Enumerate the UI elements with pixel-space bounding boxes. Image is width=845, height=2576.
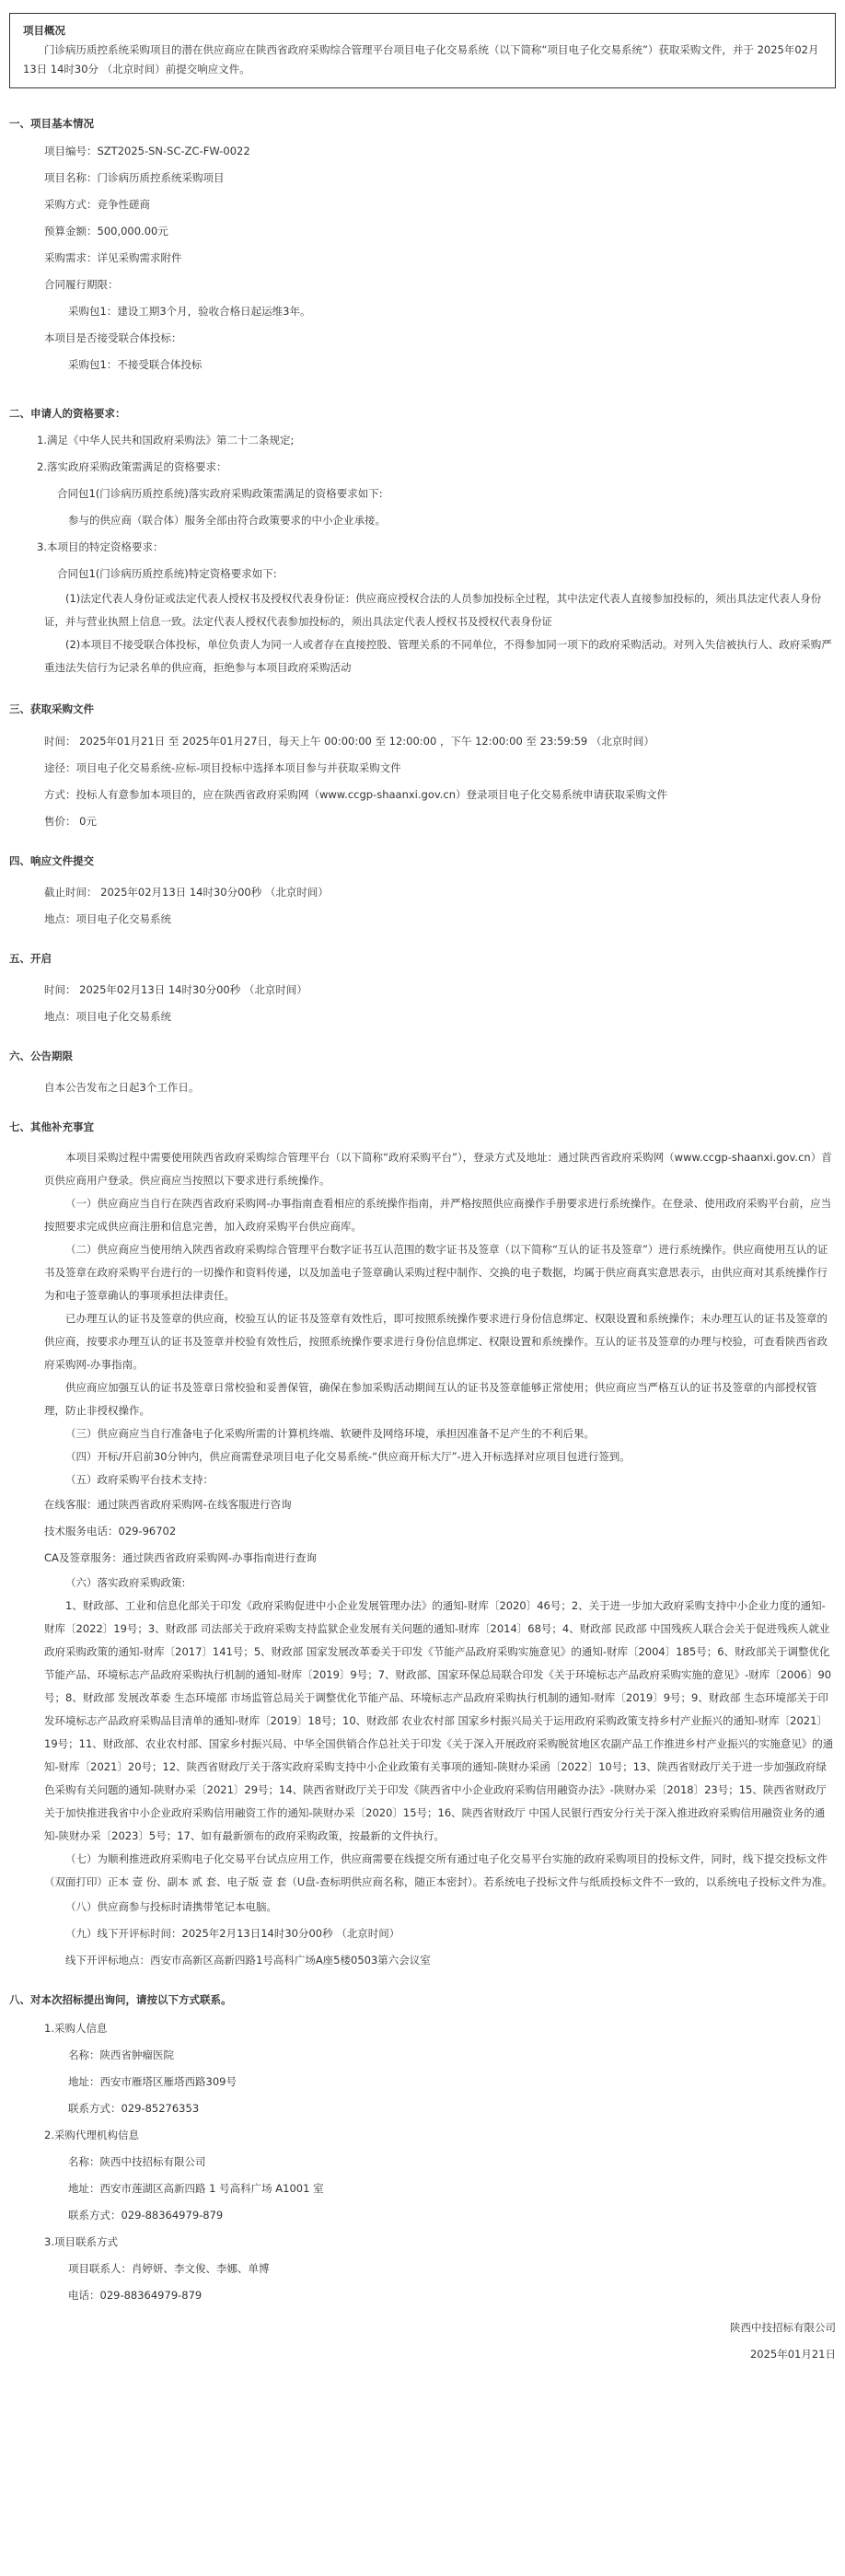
signature-org: 陕西中技招标有限公司	[730, 2321, 836, 2334]
agency-phone: 联系方式：029-88364979-879	[68, 2209, 224, 2222]
section-title: 二、申请人的资格要求：	[9, 407, 126, 420]
section-title: 四、响应文件提交	[9, 854, 94, 867]
section-title: 三、获取采购文件	[9, 702, 94, 715]
buyer-phone: 联系方式：029-85276353	[68, 2102, 200, 2115]
buyer-name: 名称：陕西省肿瘤医院	[68, 2048, 174, 2061]
support-online: 在线客服：通过陕西省政府采购网-在线客服进行咨询	[44, 1498, 292, 1511]
section-title: 六、公告期限	[9, 1050, 73, 1062]
signature-date: 2025年01月21日	[749, 2348, 836, 2361]
package-consortium: 采购包1：不接受联合体投标	[68, 358, 203, 371]
support-ca: CA及签章服务：通过陕西省政府采购网-办事指南进行查询	[44, 1551, 318, 1564]
contact-heading: 3.项目联系方式	[44, 2235, 118, 2248]
supplementary-paragraph: （四）开标/开启前30分钟内，供应商需登录项目电子化交易系统-“供应商开标大厅”-进入开标选择对应项目包进行签到。	[65, 1450, 631, 1463]
qualification-paragraph: (1)法定代表人身份证或法定代表人授权书及授权代表身份证：供应商应授权合法的人员参加投标全过程，其中法定代表人直接参加投标的，须出具法定代表人身份证，并与营业执照上信息一致。法定代表人授权代表参加投标的，须出具法定代表人授权书及授权代表身份证	[44, 592, 822, 628]
qualification-item: 合同包1(门诊病历质控系统)特定资格要求如下:	[57, 567, 277, 580]
project-name: 项目名称：门诊病历质控系统采购项目	[44, 171, 225, 184]
qualification-item: 1.满足《中华人民共和国政府采购法》第二十二条规定;	[37, 434, 295, 447]
section-contacts	[9, 1987, 836, 2309]
section-supplementary	[9, 1114, 836, 1974]
section-notice-period	[9, 1043, 836, 1101]
supplementary-paragraph: （六）落实政府采购政策:	[65, 1576, 186, 1589]
supplementary-paragraph: （八）供应商参与投标时请携带笔记本电脑。	[65, 1900, 277, 1913]
policy-list-paragraph: 1、财政部、工业和信息化部关于印发《政府采购促进中小企业发展管理办法》的通知-财库〔2020〕46号；2、关于进一步加大政府采购支持中小企业力度的通知-财库〔2022〕19号；3、财政部 司法部关于政府采购支持监狱企业发展有关问题的通知-财库〔2014〕68号；4、财政部 民政部 中国残疾人联合会关于促进残疾人就业政府采购政策的通知-财库〔2017〕141号；5、财政部 国家发展改革委关于印发《节能产品政府采购实施意见》的通知-财库〔2004〕185号；6、财政部关于调整优化节能产品、环境标志产品政府采购执行机制的通知-财库〔2019〕9号；7、财政部、国家环保总局联合印发《关于环境标志产品政府采购实施的意见》-财库〔2006〕90号；8、财政部 发展改革委 生态环境部 市场监管总局关于调整优化节能产品、环境标志产品政府采购执行机制的通知-财库〔2019〕9号；9、财政部 生态环境部关于印发环境标志产品政府采购品目清单的通知-财库〔2019〕18号；10、财政部 农业农村部 国家乡村振兴局关于运用政府采购政策支持乡村产业振兴的通知-财库〔2021〕19号；11、财政部、农业农村部、国家乡村振兴局、中华全国供销合作总社关于印发《关于深入开展政府采购脱贫地区农副产品工作推进乡村产业振兴的实施意见》的通知-财库〔2021〕20号；12、陕西省财政厅关于落实政府采购支持中小企业政策有关事项的通知-陕财办采函〔2022〕10号；13、陕西省财政厅关于进一步加强政府绿色采购有关问题的通知-陕财办采〔2021〕29号；14、陕西省财政厅关于印发《陕西省中小企业政府采购信用融资办法》-陕财办采〔2018〕23号；15、陕西省财政厅关于加快推进我省中小企业政府采购信用融资工作的通知-陕财办采〔2020〕15号；16、陕西省财政厅 中国人民银行西安分行关于深入推进政府采购信用融资业务的通知-陕财办采〔2023〕5号；17、如有最新颁布的政府采购政策，按最新的文件执行。	[44, 1599, 834, 1842]
supplementary-paragraph: （二）供应商应当使用纳入陕西省政府采购综合管理平台数字证书互认范围的数字证书及签章（以下简称“互认的证书及签章”）进行系统操作。供应商使用互认的证书及签章在政府采购平台进行的一切操作和资料传递，以及加盖电子签章确认采购过程中制作、交换的电子数据，均属于供应商真实意思表示，由供应商对其系统操作行为和电子签章确认的事项承担法律责任。	[44, 1243, 828, 1302]
section-basic-info	[9, 110, 836, 378]
package-term: 采购包1：建设工期3个月，验收合格日起运维3年。	[68, 305, 311, 318]
agency-address: 地址：西安市莲湖区高新四路 1 号高科广场 A1001 室	[68, 2182, 324, 2195]
qualification-item: 合同包1(门诊病历质控系统)落实政府采购政策需满足的资格要求如下:	[57, 487, 383, 500]
section-obtain-documents	[9, 696, 836, 835]
submission-deadline: 截止时间： 2025年02月13日 14时30分00秒 （北京时间）	[44, 886, 329, 899]
section-qualifications	[9, 400, 836, 679]
opening-place: 地点：项目电子化交易系统	[44, 1010, 171, 1023]
overview-body: 门诊病历质控系统采购项目的潜在供应商应在陕西省政府采购综合管理平台项目电子化交易系统（以下简称“项目电子化交易系统”）获取采购文件，并于 2025年02月13日 14时30分 （北京时间）前提交响应文件。	[23, 43, 819, 75]
agency-heading: 2.采购代理机构信息	[44, 2129, 139, 2141]
obtain-route: 途径：项目电子化交易系统-应标-项目投标中选择本项目参与并获取采购文件	[44, 761, 401, 774]
supplementary-paragraph: 供应商应加强互认的证书及签章日常校验和妥善保管，确保在参加采购活动期间互认的证书及签章能够正常使用；供应商应当严格互认的证书及签章的内部授权管理，防止非授权操作。	[44, 1381, 817, 1417]
offline-opening-time: （九）线下开评标时间：2025年2月13日14时30分00秒 （北京时间）	[65, 1927, 400, 1940]
qualification-item: 3.本项目的特定资格要求：	[37, 540, 164, 553]
buyer-heading: 1.采购人信息	[44, 2022, 108, 2035]
project-number: 项目编号：SZT2025-SN-SC-ZC-FW-0022	[44, 145, 250, 157]
obtain-price: 售价： 0元	[44, 815, 97, 828]
buyer-address: 地址：西安市雁塔区雁塔西路309号	[68, 2075, 237, 2088]
qualification-item: 参与的供应商（联合体）服务全部由符合政策要求的中小企业承接。	[68, 514, 386, 527]
offline-opening-place: 线下开评标地点：西安市高新区高新四路1号高科广场A座5楼0503第六会议室	[65, 1954, 431, 1967]
obtain-method: 方式：投标人有意参加本项目的，应在陕西省政府采购网（www.ccgp-shaanxi.gov.cn）登录项目电子化交易系统申请获取采购文件	[44, 788, 668, 801]
announcement-page	[9, 0, 836, 2368]
procurement-requirements: 采购需求：详见采购需求附件	[44, 251, 182, 264]
support-phone: 技术服务电话：029-96702	[44, 1525, 177, 1537]
overview-title: 项目概况	[23, 24, 65, 37]
qualification-item: 2.落实政府采购政策需满足的资格要求：	[37, 460, 227, 473]
supplementary-paragraph: （三）供应商应当自行准备电子化采购所需的计算机终端、软硬件及网络环境，承担因准备不足产生的不利后果。	[65, 1427, 595, 1440]
qualification-paragraph: (2)本项目不接受联合体投标，单位负责人为同一人或者存在直接控股、管理关系的不同单位，不得参加同一项下的政府采购活动。对列入失信被执行人、政府采购严重违法失信行为记录名单的供应商，拒绝参与本项目政府采购活动	[44, 638, 832, 674]
obtain-time: 时间： 2025年01月21日 至 2025年01月27日，每天上午 00:00:00 至 12:00:00 ，下午 12:00:00 至 23:59:59 （北京时间）	[44, 735, 654, 748]
opening-time: 时间： 2025年02月13日 14时30分00秒 （北京时间）	[44, 983, 307, 996]
supplementary-paragraph: （七）为顺利推进政府采购电子化交易平台试点应用工作，供应商需要在线提交所有通过电子化交易平台实施的政府采购项目的投标文件，同时，线下提交投标文件（双面打印）正本 壹 份、副本 贰 套、电子版 壹 套（U盘-查标明供应商名称，随正本密封）。若系统电子投标文件与纸质投标文件不一致的，以系统电子投标文件为准。	[44, 1852, 833, 1888]
supplementary-paragraph: 已办理互认的证书及签章的供应商，校验互认的证书及签章有效性后，即可按照系统操作要求进行身份信息绑定、权限设置和系统操作；未办理互认的证书及签章的供应商，按要求办理互认的证书及签章并校验有效性后，按照系统操作要求进行身份信息绑定、权限设置和系统操作。互认的证书及签章的办理与校验，可查看陕西省政府采购网-办事指南。	[44, 1312, 828, 1371]
section-title: 五、开启	[9, 952, 52, 965]
section-title: 一、项目基本情况	[9, 117, 94, 130]
section-title: 八、对本次招标提出询问，请按以下方式联系。	[9, 1993, 232, 2006]
procurement-method: 采购方式：竞争性磋商	[44, 198, 150, 211]
section-opening	[9, 946, 836, 1030]
supplementary-paragraph: （一）供应商应当自行在陕西省政府采购网-办事指南查看相应的系统操作指南，并严格按照供应商操作手册要求进行系统操作。在登录、使用政府采购平台前，应当按照要求完成供应商注册和信息完善，加入政府采购平台供应商库。	[44, 1197, 832, 1233]
submission-place: 地点：项目电子化交易系统	[44, 912, 171, 925]
notice-period-text: 自本公告发布之日起3个工作日。	[44, 1081, 200, 1094]
section-title: 七、其他补充事宜	[9, 1120, 94, 1133]
consortium-question: 本项目是否接受联合体投标：	[44, 331, 182, 344]
signature-block	[9, 2315, 836, 2368]
contract-term-label: 合同履行期限：	[44, 278, 119, 291]
section-submission	[9, 848, 836, 933]
supplementary-paragraph: 本项目采购过程中需要使用陕西省政府采购综合管理平台（以下简称“政府采购平台”），登录方式及地址：通过陕西省政府采购网（www.ccgp-shaanxi.gov.cn）首页供应商用户登录。供应商应当按照以下要求进行系统操作。	[44, 1151, 832, 1187]
agency-name: 名称：陕西中技招标有限公司	[68, 2155, 206, 2168]
project-overview-box	[9, 13, 836, 88]
budget-amount: 预算金额：500,000.00元	[44, 225, 168, 238]
supplementary-paragraph: （五）政府采购平台技术支持：	[65, 1473, 214, 1486]
contact-phone: 电话：029-88364979-879	[68, 2289, 203, 2302]
contact-people: 项目联系人：肖婷妍、李文俊、李娜、单博	[68, 2262, 270, 2275]
